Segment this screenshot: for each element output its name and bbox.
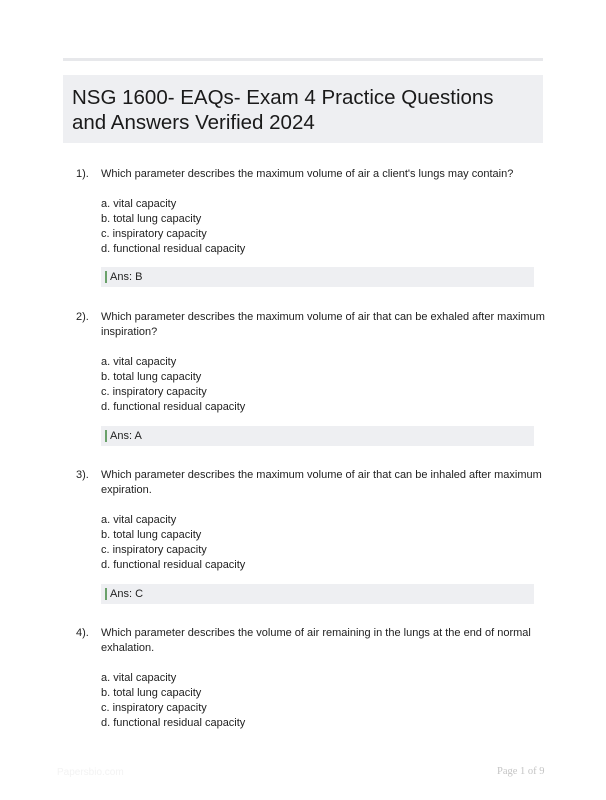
option-d: d. functional residual capacity bbox=[101, 243, 246, 255]
document-title-box bbox=[63, 75, 543, 143]
answer-box bbox=[101, 584, 534, 604]
question-number: 2). bbox=[76, 311, 89, 323]
answer-text: Ans: A bbox=[110, 430, 142, 442]
answer-box bbox=[101, 426, 534, 446]
option-a: a. vital capacity bbox=[101, 356, 177, 368]
option-d: d. functional residual capacity bbox=[101, 717, 246, 729]
option-c: c. inspiratory capacity bbox=[101, 544, 207, 556]
question-text-line: Which parameter describes the volume of air remaining in the lungs at the end of normal bbox=[101, 627, 531, 639]
question-text-line: Which parameter describes the maximum volume of air a client's lungs may contain? bbox=[101, 168, 514, 180]
answer-marker bbox=[105, 588, 107, 600]
option-a: a. vital capacity bbox=[101, 672, 177, 684]
question-number: 4). bbox=[76, 627, 89, 639]
option-a: a. vital capacity bbox=[101, 198, 177, 210]
option-b: b. total lung capacity bbox=[101, 687, 202, 699]
option-c: c. inspiratory capacity bbox=[101, 228, 207, 240]
question-number: 3). bbox=[76, 469, 89, 481]
option-b: b. total lung capacity bbox=[101, 371, 202, 383]
answer-options bbox=[101, 355, 401, 415]
question-text-line: exhalation. bbox=[101, 642, 155, 654]
option-a: a. vital capacity bbox=[101, 514, 177, 526]
answer-options bbox=[101, 513, 401, 573]
answer-options bbox=[101, 197, 401, 257]
question-text bbox=[101, 626, 541, 656]
answer-marker bbox=[105, 271, 107, 283]
option-c: c. inspiratory capacity bbox=[101, 702, 207, 714]
answer-text: Ans: B bbox=[110, 271, 143, 283]
page-number: Page 1 of 9 bbox=[497, 766, 545, 777]
answer-options bbox=[101, 671, 401, 731]
document-title-line-2: and Answers Verified 2024 bbox=[72, 111, 315, 134]
option-b: b. total lung capacity bbox=[101, 213, 202, 225]
answer-marker bbox=[105, 430, 107, 442]
question-text bbox=[101, 167, 541, 182]
header-divider bbox=[63, 58, 543, 61]
watermark-text: Papersbio.com bbox=[57, 767, 124, 778]
question-text bbox=[101, 468, 541, 498]
option-b: b. total lung capacity bbox=[101, 529, 202, 541]
question-text-line: Which parameter describes the maximum volume of air that can be inhaled after maximum bbox=[101, 469, 542, 481]
question-number: 1). bbox=[76, 168, 89, 180]
question-text-line: inspiration? bbox=[101, 326, 158, 338]
question-text-line: Which parameter describes the maximum volume of air that can be exhaled after maximum bbox=[101, 311, 545, 323]
question-text-line: expiration. bbox=[101, 484, 152, 496]
answer-text: Ans: C bbox=[110, 588, 144, 600]
option-c: c. inspiratory capacity bbox=[101, 386, 207, 398]
option-d: d. functional residual capacity bbox=[101, 559, 246, 571]
answer-box bbox=[101, 267, 534, 287]
question-text bbox=[101, 310, 545, 340]
document-title-line-1: NSG 1600- EAQs- Exam 4 Practice Questions bbox=[72, 86, 494, 109]
option-d: d. functional residual capacity bbox=[101, 401, 246, 413]
